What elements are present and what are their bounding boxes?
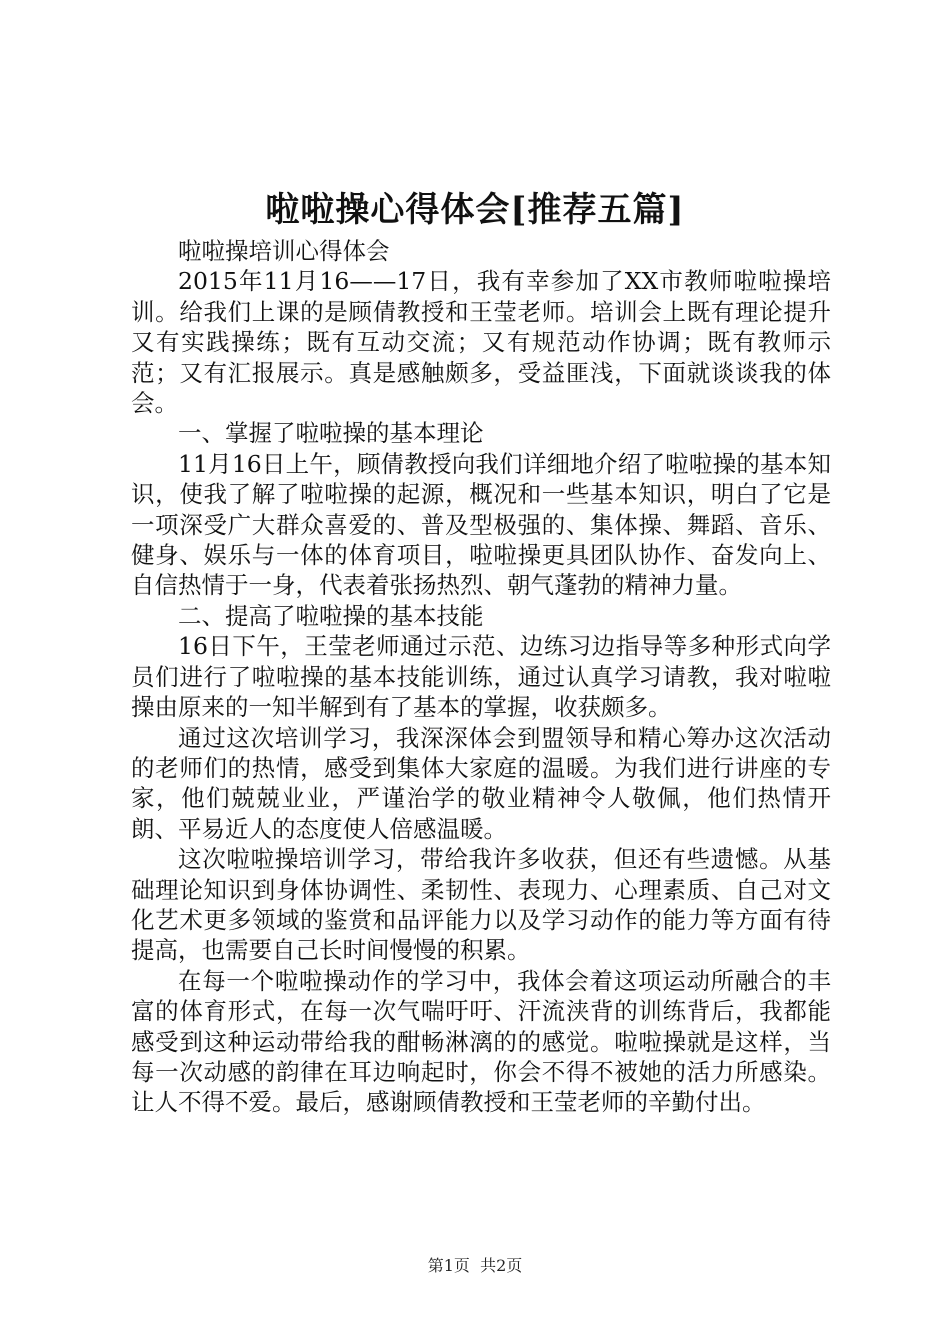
page-number: 第1页 <box>427 1256 470 1275</box>
reflection-paragraph-1: 通过这次培训学习，我深深体会到盟领导和精心筹办这次活动的老师们的热情，感受到集体大家庭的温暖。为我们进行讲座的专家，他们兢兢业业，严谨治学的敬业精神令人敬佩，他们热情开朗、平易近人的态度使人倍感温暖。 <box>131 723 831 843</box>
closing-paragraph: 在每一个啦啦操动作的学习中，我体会着这项运动所融合的丰富的体育形式，在每一次气喘吁吁、汗流浃背的训练背后，我都能感受到这种运动带给我的酣畅淋漓的的感觉。啦啦操就是这样，当每一次动感的韵律在耳边响起时，你会不得不被她的活力所感染。让人不得不爱。最后，感谢顾倩教授和王莹老师的辛勤付出。 <box>131 966 831 1117</box>
section-1-paragraph: 11月16日上午，顾倩教授向我们详细地介绍了啦啦操的基本知识，使我了解了啦啦操的起源，概况和一些基本知识，明白了它是一项深受广大群众喜爱的、普及型极强的、集体操、舞蹈、音乐、健身、娱乐与一体的体育项目，啦啦操更具团队协作、奋发向上、自信热情于一身，代表着张扬热烈、朝气蓬勃的精神力量。 <box>131 449 831 600</box>
reflection-paragraph-2: 这次啦啦操培训学习，带给我许多收获，但还有些遗憾。从基础理论知识到身体协调性、柔韧性、表现力、心理素质、自己对文化艺术更多领域的鉴赏和品评能力以及学习动作的能力等方面有待提高，也需要自己长时间慢慢的积累。 <box>131 845 831 965</box>
section-heading-2: 二、提高了啦啦操的基本技能 <box>178 601 484 630</box>
section-heading-1: 一、掌握了啦啦操的基本理论 <box>178 419 484 448</box>
document-body <box>131 236 831 1118</box>
page-total: 共2页 <box>480 1256 523 1275</box>
section-2-paragraph: 16日下午，王莹老师通过示范、边练习边指导等多种形式向学员们进行了啦啦操的基本技能训练，通过认真学习请教，我对啦啦操由原来的一知半解到有了基本的掌握，收获颇多。 <box>131 632 831 722</box>
subtitle-paragraph: 啦啦操培训心得体会 <box>178 237 390 265</box>
page-footer <box>0 1256 950 1276</box>
intro-paragraph: 2015年11月16——17日，我有幸参加了XX市教师啦啦操培训。给我们上课的是顾倩教授和王莹老师。培训会上既有理论提升又有实践操练；既有互动交流；又有规范动作协调；既有教师示范；又有汇报展示。真是感触颇多，受益匪浅，下面就谈谈我的体会。 <box>131 267 831 418</box>
document-title: 啦啦操心得体会[推荐五篇] <box>265 190 685 230</box>
